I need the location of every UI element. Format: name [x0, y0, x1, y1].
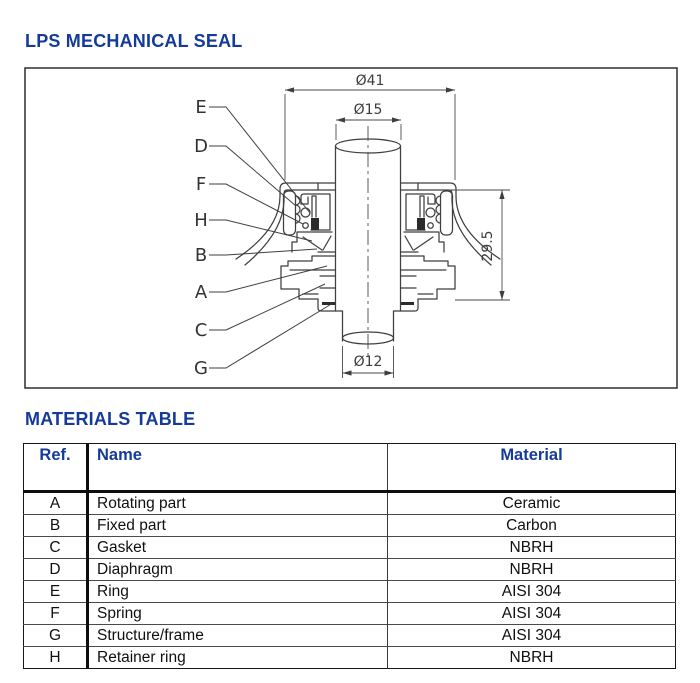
part-label-e — [195, 97, 310, 213]
dimension-shaft-top-diameter — [336, 102, 401, 140]
cell-material: NBRH — [388, 647, 676, 669]
table-header-row — [24, 444, 676, 492]
cell-ref: F — [24, 603, 88, 625]
cell-ref: C — [24, 537, 88, 559]
dim-outer-diameter-label: Ø41 — [355, 73, 385, 89]
materials-table-body — [24, 492, 676, 669]
cell-ref: B — [24, 515, 88, 537]
part-label-h — [194, 210, 312, 241]
cell-material: AISI 304 — [388, 603, 676, 625]
dimension-outer-diameter — [285, 73, 455, 180]
part-letter-b: B — [194, 245, 208, 266]
table-row — [24, 492, 676, 515]
table-row — [24, 647, 676, 669]
dim-shaft-bottom-diameter-label: Ø12 — [353, 354, 383, 370]
cell-material: NBRH — [388, 537, 676, 559]
cell-name: Structure/frame — [88, 625, 388, 647]
cell-ref: A — [24, 492, 88, 515]
part-letter-a: A — [194, 282, 208, 303]
cell-name: Spring — [88, 603, 388, 625]
part-letter-d: D — [194, 136, 208, 157]
cell-name: Fixed part — [88, 515, 388, 537]
col-header-name: Name — [88, 444, 388, 492]
part-letter-c: C — [194, 320, 208, 341]
cell-material: AISI 304 — [388, 625, 676, 647]
col-header-ref: Ref. — [24, 444, 88, 492]
seal-assembly-left-half — [236, 183, 335, 311]
cell-ref: E — [24, 581, 88, 603]
cell-material: Ceramic — [388, 492, 676, 515]
diagram-border — [25, 68, 677, 388]
cell-ref: H — [24, 647, 88, 669]
part-label-a — [195, 266, 327, 303]
table-row — [24, 603, 676, 625]
cell-name: Gasket — [88, 537, 388, 559]
cell-material: Carbon — [388, 515, 676, 537]
part-label-f — [196, 174, 303, 224]
dimension-shaft-bottom-diameter — [343, 346, 394, 378]
dim-seal-height-label: 29.5 — [480, 230, 496, 262]
part-letter-e: E — [195, 97, 207, 118]
part-letter-g: G — [194, 358, 208, 379]
cell-name: Ring — [88, 581, 388, 603]
page-title: LPS MECHANICAL SEAL — [25, 31, 243, 51]
part-label-c — [195, 284, 325, 341]
cell-material: NBRH — [388, 559, 676, 581]
cell-material: AISI 304 — [388, 581, 676, 603]
table-row — [24, 537, 676, 559]
cell-ref: D — [24, 559, 88, 581]
part-label-g — [194, 303, 333, 379]
cell-ref: G — [24, 625, 88, 647]
cell-name: Diaphragm — [88, 559, 388, 581]
part-label-d — [194, 136, 296, 206]
table-row — [24, 625, 676, 647]
materials-table-title: MATERIALS TABLE — [25, 409, 196, 429]
table-row — [24, 559, 676, 581]
table-row — [24, 581, 676, 603]
materials-table — [23, 443, 676, 669]
part-letter-h: H — [194, 210, 208, 231]
dim-shaft-top-diameter-label: Ø15 — [353, 102, 383, 118]
cell-name: Retainer ring — [88, 647, 388, 669]
cell-name: Rotating part — [88, 492, 388, 515]
table-row — [24, 515, 676, 537]
col-header-material: Material — [388, 444, 676, 492]
part-letter-f: F — [195, 174, 207, 195]
